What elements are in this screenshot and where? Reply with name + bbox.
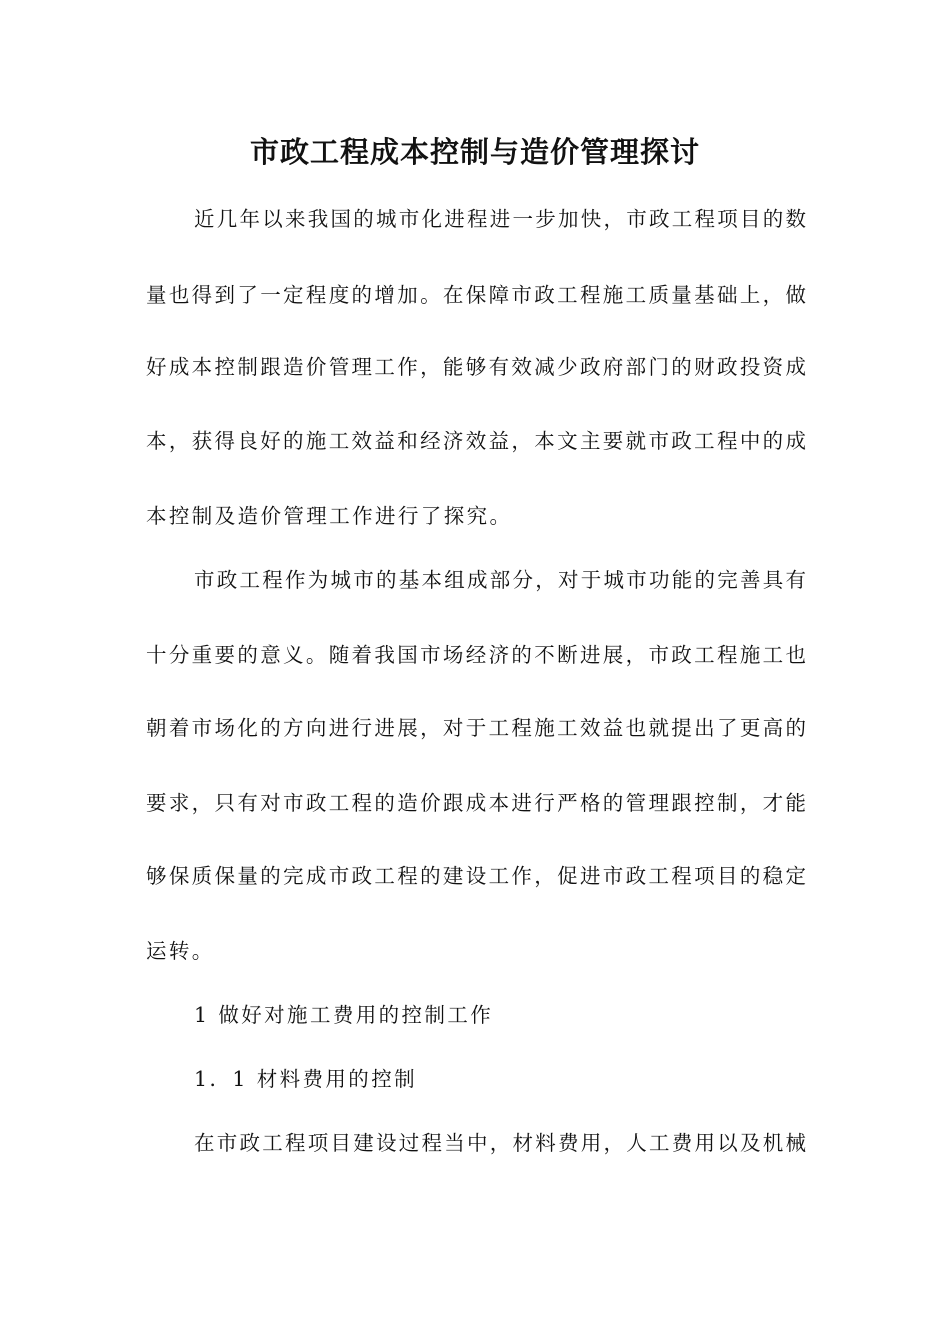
section-heading-1-1: 1．1 材料费用的控制 [194,1067,418,1091]
paragraph-2-line-5: 够保质保量的完成市政工程的建设工作，促进市政工程项目的稳定 [146,864,806,888]
paragraph-2-line-1: 市政工程作为城市的基本组成部分，对于城市功能的完善具有 [194,568,806,592]
paragraph-2-line-3: 朝着市场化的方向进行进展，对于工程施工效益也就提出了更高的 [146,716,806,740]
paragraph-2-line-6: 运转。 [146,939,215,963]
paragraph-1-line-4: 本，获得良好的施工效益和经济效益，本文主要就市政工程中的成 [146,429,806,453]
paragraph-1-line-5: 本控制及造价管理工作进行了探究。 [146,504,513,528]
paragraph-1-line-2: 量也得到了一定程度的增加。在保障市政工程施工质量基础上，做 [146,283,806,307]
paragraph-2-line-4: 要求，只有对市政工程的造价跟成本进行严格的管理跟控制，才能 [146,791,806,815]
section-heading-1: 1 做好对施工费用的控制工作 [194,1003,494,1027]
paragraph-3-line-1: 在市政工程项目建设过程当中，材料费用，人工费用以及机械 [194,1131,806,1155]
document-title: 市政工程成本控制与造价管理探讨 [249,135,700,169]
paragraph-1-line-3: 好成本控制跟造价管理工作，能够有效减少政府部门的财政投资成 [146,355,806,379]
paragraph-2-line-2: 十分重要的意义。随着我国市场经济的不断进展，市政工程施工也 [146,643,806,667]
paragraph-1-line-1: 近几年以来我国的城市化进程进一步加快，市政工程项目的数 [194,207,806,231]
